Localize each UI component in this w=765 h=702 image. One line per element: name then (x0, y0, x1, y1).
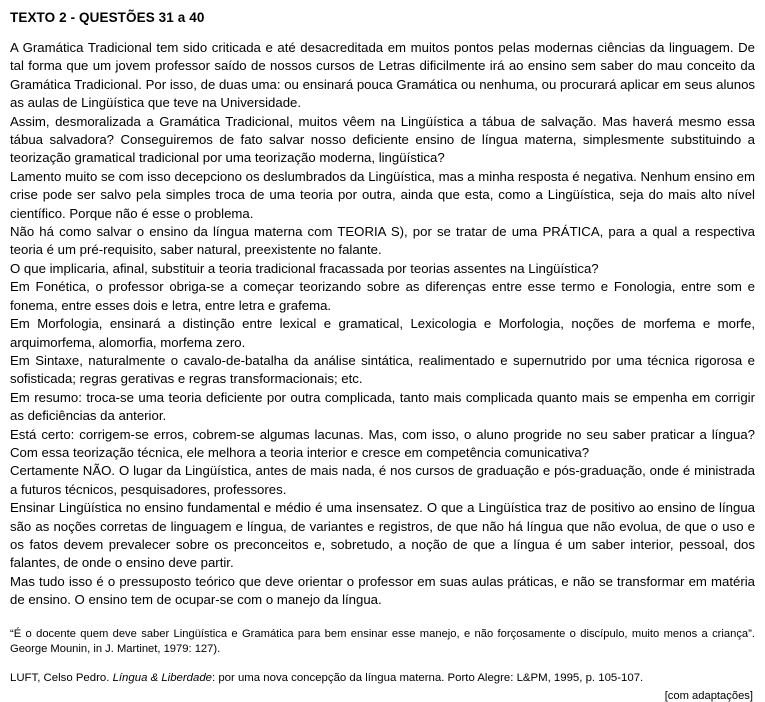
paragraph: Em Fonética, o professor obriga-se a começar teorizando sobre as diferenças entre esse termo e Fonologia, entre som e fonema, entre esses dois e letra, entre letra e grafema. (10, 279, 755, 313)
paragraph: Lamento muito se com isso decepciono os deslumbrados da Lingüística, mas a minha resposta é negativa. Nenhum ensino em crise pode ser salvo pela simples troca de uma teoria por outra, ainda que esta, como a Lingüística, seja do mais alto nível científico. Porque não é esse o problema. (10, 168, 755, 221)
paragraph: O que implicaria, afinal, substituir a teoria tradicional fracassada por teorias assentes na Lingüística? (10, 260, 599, 276)
page-title: TEXTO 2 - QUESTÕES 31 a 40 (10, 10, 205, 25)
source-author: LUFT, Celso Pedro. (10, 671, 113, 684)
source-citation (10, 671, 755, 686)
adaptation-note: [com adaptações] (664, 689, 753, 702)
paragraph: A Gramática Tradicional tem sido criticada e até desacreditada em muitos pontos pelas modernas ciências da linguagem. De tal forma que um jovem professor saído de nossos cursos de Letras dificilmente irá ao ensino sem saber do mau conceito da Gramática Tradicional. Por isso, de duas uma: ou ensinará pouca Gramática ou nenhuma, ou procurará aplicar em seus alunos as aulas de Lingüística que teve na Universidade. (10, 40, 755, 111)
source-work-title: Língua & Liberdade (112, 671, 212, 684)
paragraph: Certamente NÃO. O lugar da Lingüística, antes de mais nada, é nos cursos de graduação e pós-graduação, onde é ministrada a futuros técnicos, pesquisadores, professores. (10, 463, 755, 497)
paragraph: Ensinar Lingüística no ensino fundamental e médio é uma insensatez. O que a Lingüística traz de positivo ao ensino de língua são as noções corretas de linguagem e língua, de variantes e registros, de que não há língua que não evolua, de que o uso e os fatos devem prevalecer sobre os preconceitos e, sobretudo, a noção de que a língua é um saber interior, pessoal, dos falantes, de onde o ensino deve partir. (10, 500, 755, 571)
pull-quote: “É o docente quem deve saber Lingüística e Gramática para bem ensinar esse manejo, e não forçosamente o discípulo, muito menos a criança”. George Mounin, in J. Martinet, 1979: 127). (10, 627, 755, 656)
source-details: : por uma nova concepção da língua materna. Porto Alegre: L&PM, 1995, p. 105-107. (212, 671, 644, 684)
paragraph: Não há como salvar o ensino da língua materna com TEORIA S), por se tratar de uma PRÁTICA, para a qual a respectiva teoria é um pré-requisito, saber natural, preexistente no falante. (10, 224, 755, 258)
paragraph: Mas tudo isso é o pressuposto teórico que deve orientar o professor em suas aulas práticas, e não se transformar em matéria de ensino. O ensino tem de ocupar-se com o manejo da língua. (10, 573, 755, 608)
paragraph: Em Sintaxe, naturalmente o cavalo-de-batalha da análise sintática, realimentado e supernutrido por uma técnica rigorosa e sofisticada; regras gerativas e regras transformacionais; etc. (10, 352, 755, 387)
paragraph: Em resumo: troca-se uma teoria deficiente por outra complicada, tanto mais complicada quanto mais se empenha em corrigir as deficiências da anterior. (10, 389, 755, 424)
paragraph: Assim, desmoralizada a Gramática Tradicional, muitos vêem na Lingüística a tábua de salvação. Mas haverá mesmo essa tábua salvadora? Conseguiremos de fato salvar nosso deficiente ensino de língua materna, simplesmente substituindo a teorização gramatical tradicional por uma teorização moderna, lingüística? (10, 113, 755, 166)
paragraph: Está certo: corrigem-se erros, cobrem-se algumas lacunas. Mas, com isso, o aluno progride no seu saber praticar a língua? Com essa teorização técnica, ele melhora a teoria interior e cresce em competência comunicativa? (10, 426, 755, 460)
paragraph: Em Morfologia, ensinará a distinção entre lexical e gramatical, Lexicologia e Morfologia, noções de morfema e morfe, arquimorfema, alomorfia, morfema zero. (10, 316, 755, 350)
article-body (10, 39, 755, 610)
